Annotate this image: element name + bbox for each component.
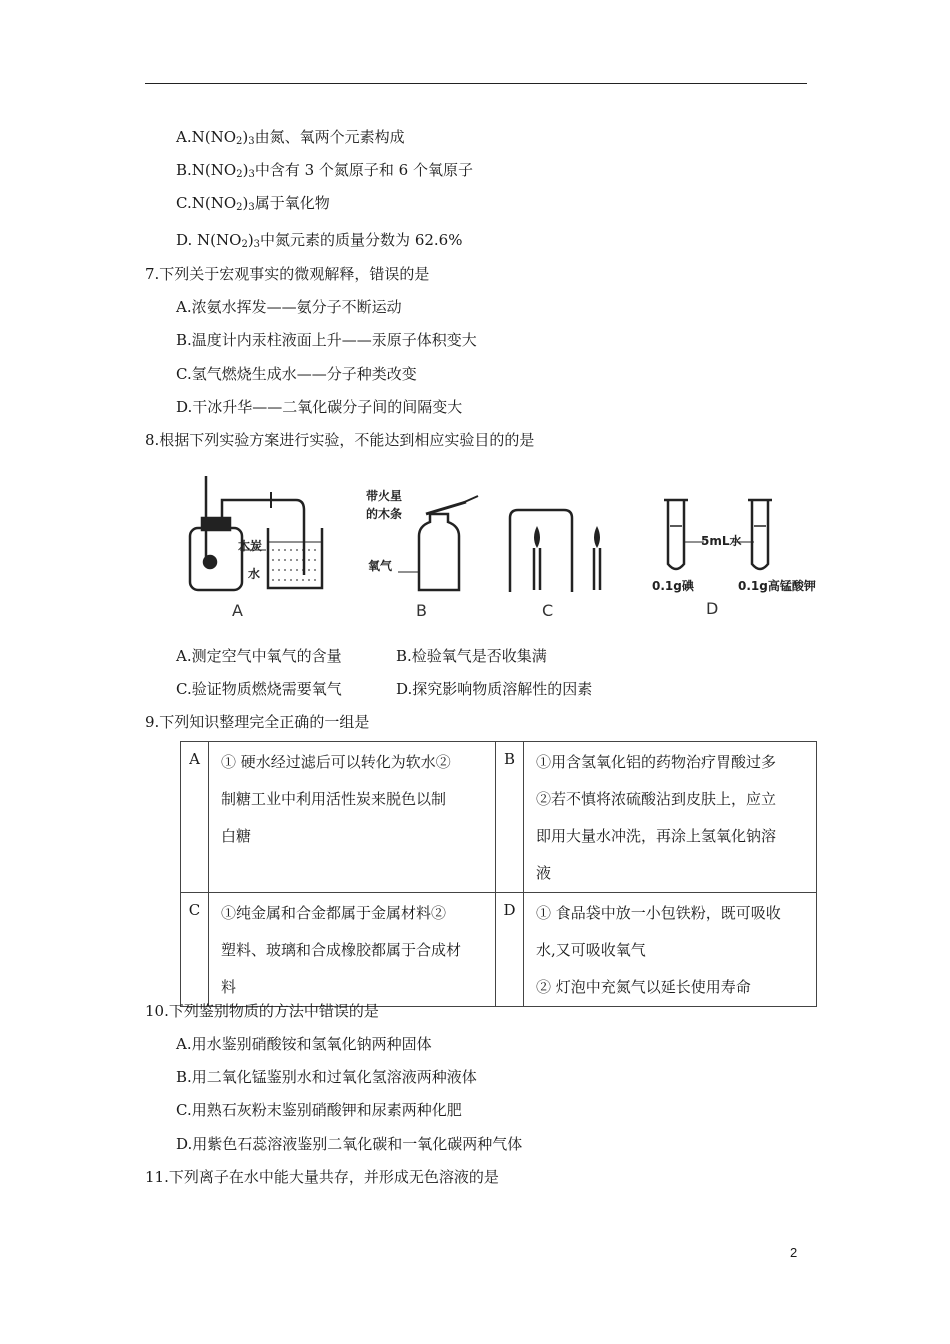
q6-option-b: $B.N(NO_2)_3$中含有 3 个氮原子和 6 个氧原子	[176, 161, 473, 180]
label-charcoal: 木炭	[238, 539, 263, 553]
q9-stem: 9.下列知识整理完全正确的一组是	[145, 713, 370, 731]
q8-option-a: A.测定空气中氧气的含量	[176, 647, 342, 665]
cell-a-letter: A	[181, 742, 209, 893]
label-iodine: 0.1g碘	[652, 579, 694, 593]
label-splint-1: 带火星	[366, 489, 403, 503]
header-rule	[145, 83, 807, 84]
label-5ml-water: 5mL水	[701, 534, 742, 548]
label-oxygen: 氧气	[368, 559, 393, 573]
q10-option-a: A.用水鉴别硝酸铵和氢氧化钠两种固体	[176, 1035, 432, 1053]
q10-option-b: B.用二氧化锰鉴别水和过氧化氢溶液两种液体	[176, 1068, 477, 1086]
cell-b-letter: B	[496, 742, 524, 893]
cell-c-letter: C	[181, 893, 209, 1007]
q7-option-b: B.温度计内汞柱液面上升——汞原子体积变大	[176, 331, 477, 349]
q8-option-c: C.验证物质燃烧需要氧气	[176, 680, 342, 698]
figure-label-b: B	[416, 601, 427, 620]
q10-option-c: C.用熟石灰粉末鉴别硝酸钾和尿素两种化肥	[176, 1101, 462, 1119]
table-row	[181, 893, 817, 1007]
apparatus-b	[398, 496, 478, 590]
knowledge-table	[180, 741, 817, 1007]
figure-label-d: D	[706, 599, 719, 618]
page-number: 2	[790, 1245, 798, 1260]
q7-option-c: C.氢气燃烧生成水——分子种类改变	[176, 365, 417, 383]
q10-option-d: D.用紫色石蕊溶液鉴别二氧化碳和一氧化碳两种气体	[176, 1135, 523, 1153]
figure-label-a: A	[232, 601, 243, 620]
figure-label-c: C	[542, 601, 554, 620]
label-permanganate: 0.1g高锰酸钾	[738, 579, 816, 593]
flame-inside-icon	[534, 526, 540, 548]
cell-d-content: ① 食品袋中放一小包铁粉，既可吸收 水,又可吸收氧气 ② 灯泡中充氮气以延长使用寿命	[524, 893, 817, 1007]
q6-option-a: $A.N(NO_2)_3$由氮、氧两个元素构成	[176, 128, 405, 147]
q7-stem: 7.下列关于宏观事实的微观解释，错误的是	[145, 265, 430, 283]
experiment-figure	[176, 470, 826, 620]
cell-a-content: ① 硬水经过滤后可以转化为软水② 制糖工业中利用活性炭来脱色以制 白糖	[209, 742, 496, 893]
cell-d-letter: D	[496, 893, 524, 1007]
q10-stem: 10.下列鉴别物质的方法中错误的是	[145, 1002, 379, 1020]
q7-option-d: D.干冰升华——二氧化碳分子间的间隔变大	[176, 398, 463, 416]
q8-stem: 8.根据下列实验方案进行实验，不能达到相应实验目的的是	[145, 431, 535, 449]
q8-option-d: D.探究影响物质溶解性的因素	[396, 680, 593, 698]
cell-b-content: ①用含氢氧化铝的药物治疗胃酸过多 ②若不慎将浓硫酸沾到皮肤上，应立 即用大量水冲洗，再涂上氢氧化钠溶 液	[524, 742, 817, 893]
q7-option-a: A.浓氨水挥发——氨分子不断运动	[176, 298, 402, 316]
q11-stem: 11.下列离子在水中能大量共存，并形成无色溶液的是	[145, 1168, 499, 1186]
cell-c-content: ①纯金属和合金都属于金属材料② 塑料、玻璃和合成橡胶都属于合成材 料	[209, 893, 496, 1007]
label-water: 水	[248, 567, 261, 581]
flame-outside-icon	[594, 526, 600, 548]
q8-option-b: B.检验氧气是否收集满	[396, 647, 547, 665]
label-splint-2: 的木条	[366, 507, 403, 521]
q6-option-d: D. $N(NO_2)_3$中氮元素的质量分数为 62.6%	[176, 231, 463, 250]
apparatus-c	[510, 510, 600, 592]
q6-option-c: $C.N(NO_2)_3$属于氧化物	[176, 194, 330, 213]
table-row	[181, 742, 817, 893]
